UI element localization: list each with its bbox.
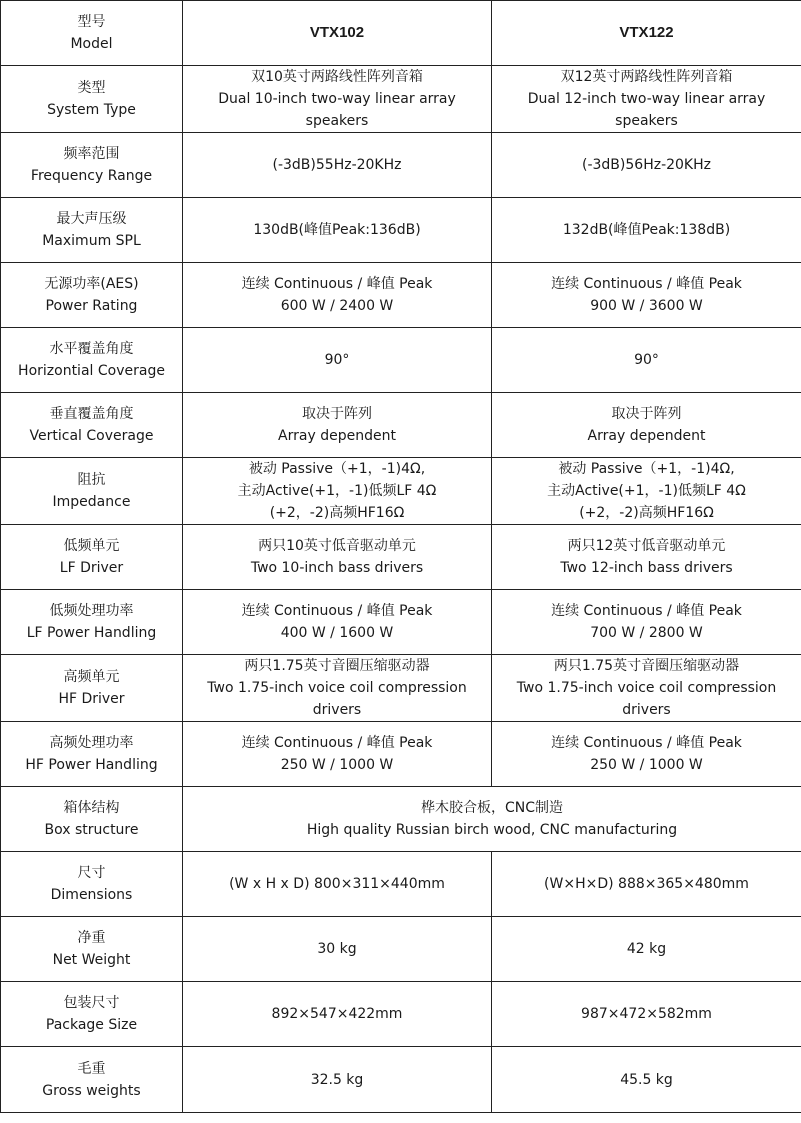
spec-value-a-cell-line: 892×547×422mm (271, 1006, 403, 1022)
spec-label-cell-line: 净重 (77, 930, 106, 946)
spec-value-b-cell (492, 722, 801, 787)
spec-value-b-cell-line: Array dependent (587, 428, 706, 444)
spec-value-b-cell (492, 852, 801, 917)
spec-value-b-cell-line: 连续 Continuous / 峰值 Peak (551, 603, 742, 619)
spec-label-cell-line: Dimensions (50, 887, 133, 903)
spec-label-cell-line: 类型 (77, 80, 106, 96)
spec-label-cell (1, 393, 183, 458)
spec-value-b-cell (492, 133, 801, 198)
spec-value-a-cell (183, 66, 492, 133)
spec-value-b-cell-line: 双12英寸两路线性阵列音箱 (560, 69, 733, 85)
spec-label-cell-line: 高频单元 (63, 669, 120, 685)
spec-row (1, 328, 801, 393)
spec-value-b-cell-line: speakers (615, 113, 678, 129)
spec-value-b-cell-line: 250 W / 1000 W (590, 757, 703, 773)
spec-value-b-cell (492, 393, 801, 458)
spec-value-a-cell-line: 250 W / 1000 W (280, 757, 394, 773)
spec-value-b-cell-line: drivers (622, 702, 671, 718)
spec-value-a-cell-line: 600 W / 2400 W (280, 298, 394, 314)
model-a-cell (183, 1, 492, 66)
spec-value-b-cell-line: 被动 Passive（+1，-1)4Ω, (558, 461, 735, 477)
spec-label-cell (1, 525, 183, 590)
spec-value-b-cell (492, 1047, 801, 1113)
model-b-name: VTX122 (619, 24, 674, 41)
spec-value-a-cell (183, 655, 492, 722)
spec-value-a-cell (183, 1047, 492, 1113)
spec-value-b-cell (492, 198, 801, 263)
spec-value-b-cell-line: 主动Active(+1，-1)低频LF 4Ω (547, 483, 746, 499)
spec-value-a-cell-line: 主动Active(+1，-1)低频LF 4Ω (237, 483, 437, 499)
spec-value-b-cell-line: Dual 12-inch two-way linear array (527, 91, 766, 107)
spec-value-a-cell-line: 两只10英寸低音驱动单元 (258, 538, 416, 554)
spec-label-cell-line: 频率范围 (63, 146, 120, 162)
spec-value-b-cell (492, 590, 801, 655)
spec-value-b-cell (492, 263, 801, 328)
model-label-cn: 型号 (77, 14, 106, 30)
spec-value-a-cell (183, 982, 492, 1047)
spec-label-cell-line: 箱体结构 (63, 800, 120, 816)
spec-label-cell-line: Impedance (52, 494, 131, 510)
spec-value-a-cell (183, 133, 492, 198)
spec-label-cell-line: 低频处理功率 (49, 603, 134, 619)
spec-value-b-cell-line: 42 kg (626, 941, 667, 957)
spec-merged-cell-line: High quality Russian birch wood, CNC manufacturing (306, 822, 678, 838)
spec-label-cell-line: 尺寸 (77, 865, 106, 881)
spec-value-a-cell-line: 400 W / 1600 W (280, 625, 394, 641)
spec-value-b-cell (492, 982, 801, 1047)
spec-value-a-cell-line: 连续 Continuous / 峰值 Peak (241, 603, 433, 619)
spec-label-cell-line: 无源功率(AES) (44, 276, 139, 292)
spec-label-cell-line: 水平覆盖角度 (49, 341, 134, 357)
spec-label-cell-line: Horizontial Coverage (18, 363, 165, 379)
spec-value-b-cell-line: 连续 Continuous / 峰值 Peak (551, 735, 742, 751)
spec-value-a-cell-line: (W x H x D) 800×311×440mm (229, 876, 445, 892)
spec-value-b-cell-line: (W×H×D) 888×365×480mm (544, 876, 749, 892)
spec-row (1, 1047, 801, 1113)
spec-value-b-cell-line: Two 12-inch bass drivers (560, 560, 733, 576)
spec-merged-cell (183, 787, 801, 852)
spec-label-cell (1, 66, 183, 133)
spec-value-a-cell-line: (-3dB)55Hz-20KHz (272, 157, 402, 173)
spec-row (1, 655, 801, 722)
spec-value-b-cell-line: 连续 Continuous / 峰值 Peak (551, 276, 742, 292)
spec-value-a-cell (183, 198, 492, 263)
spec-row (1, 590, 801, 655)
spec-label-cell-line: Net Weight (52, 952, 131, 968)
spec-row (1, 458, 801, 525)
spec-label-cell-line: HF Driver (58, 691, 125, 707)
spec-label-cell-line: Frequency Range (30, 168, 153, 184)
spec-label-cell (1, 982, 183, 1047)
spec-value-a-cell-line: Array dependent (278, 428, 396, 444)
spec-label-cell-line: 高频处理功率 (49, 735, 134, 751)
spec-label-cell-line: Box structure (44, 822, 139, 838)
spec-value-a-cell-line: Two 1.75-inch voice coil compression (207, 680, 467, 696)
spec-label-cell (1, 917, 183, 982)
spec-row (1, 393, 801, 458)
spec-label-cell-line: 垂直覆盖角度 (49, 406, 134, 422)
spec-label-cell-line: Vertical Coverage (29, 428, 154, 444)
spec-label-cell (1, 590, 183, 655)
spec-value-b-cell-line: 700 W / 2800 W (590, 625, 703, 641)
spec-label-cell-line: LF Power Handling (26, 625, 157, 641)
spec-value-a-cell-line: Two 10-inch bass drivers (250, 560, 424, 576)
spec-label-cell-line: 低频单元 (63, 538, 120, 554)
spec-value-a-cell-line: Dual 10-inch two-way linear array (218, 91, 456, 107)
spec-row (1, 198, 801, 263)
spec-label-cell (1, 655, 183, 722)
spec-label-cell (1, 263, 183, 328)
spec-row (1, 263, 801, 328)
spec-label-cell-line: Power Rating (45, 298, 138, 314)
spec-value-a-cell-line: 30 kg (317, 941, 357, 957)
spec-label-cell (1, 458, 183, 525)
model-b-cell (492, 1, 801, 66)
spec-value-a-cell (183, 393, 492, 458)
spec-value-a-cell-line: 双10英寸两路线性阵列音箱 (251, 69, 423, 85)
spec-value-b-cell-line: 900 W / 3600 W (590, 298, 703, 314)
spec-label-cell (1, 787, 183, 852)
spec-value-b-cell-line: (-3dB)56Hz-20KHz (582, 157, 711, 173)
spec-row (1, 852, 801, 917)
spec-label-cell-line: Maximum SPL (42, 233, 141, 249)
spec-row (1, 525, 801, 590)
spec-value-a-cell-line: 130dB(峰值Peak:136dB) (253, 222, 421, 238)
spec-value-a-cell-line: 32.5 kg (310, 1071, 364, 1088)
spec-value-a-cell-line: 两只1.75英寸音圈压缩驱动器 (244, 658, 430, 674)
spec-value-b-cell-line: Two 1.75-inch voice coil compression (516, 680, 777, 696)
spec-merged-cell-line: 桦木胶合板，CNC制造 (420, 800, 564, 816)
spec-value-b-cell-line: (+2，-2)高频HF16Ω (579, 505, 714, 521)
spec-label-cell-line: 最大声压级 (56, 211, 127, 227)
spec-label-cell-line: Gross weights (42, 1082, 141, 1099)
spec-label-cell (1, 328, 183, 393)
spec-value-a-cell (183, 458, 492, 525)
spec-value-a-cell-line: 被动 Passive（+1，-1)4Ω, (248, 461, 426, 477)
spec-value-a-cell-line: drivers (312, 702, 362, 718)
spec-label-cell (1, 133, 183, 198)
spec-value-b-cell (492, 525, 801, 590)
spec-value-a-cell (183, 525, 492, 590)
spec-value-a-cell-line: 取决于阵列 (302, 406, 372, 422)
spec-row (1, 787, 801, 852)
spec-value-b-cell-line: 取决于阵列 (611, 406, 682, 422)
spec-label-cell (1, 1047, 183, 1113)
spec-value-a-cell-line: 连续 Continuous / 峰值 Peak (241, 276, 433, 292)
spec-value-b-cell (492, 655, 801, 722)
spec-value-b-cell-line: 两只12英寸低音驱动单元 (567, 538, 726, 554)
spec-label-cell-line: Package Size (45, 1017, 138, 1033)
spec-label-cell (1, 722, 183, 787)
spec-row (1, 982, 801, 1047)
spec-label-cell-line: System Type (47, 102, 136, 118)
spec-value-b-cell (492, 328, 801, 393)
spec-label-cell (1, 198, 183, 263)
spec-label-cell (1, 852, 183, 917)
spec-label-cell-line: 包装尺寸 (63, 995, 120, 1011)
spec-value-a-cell (183, 722, 492, 787)
spec-value-a-cell (183, 852, 492, 917)
spec-value-a-cell (183, 590, 492, 655)
spec-value-a-cell (183, 263, 492, 328)
spec-value-a-cell-line: 90° (324, 352, 350, 368)
model-label-en: Model (70, 36, 113, 52)
spec-value-a-cell (183, 328, 492, 393)
model-label-cell (1, 1, 183, 66)
spec-value-b-cell-line: 90° (634, 352, 659, 368)
spec-row (1, 133, 801, 198)
spec-value-a-cell-line: (+2，-2)高频HF16Ω (269, 505, 405, 521)
spec-row (1, 66, 801, 133)
spec-row (1, 722, 801, 787)
spec-value-b-cell-line: 987×472×582mm (581, 1006, 712, 1022)
spec-value-b-cell-line: 45.5 kg (620, 1071, 673, 1088)
spec-label-cell-line: 毛重 (77, 1060, 106, 1077)
spec-label-cell-line: LF Driver (59, 560, 124, 576)
model-a-name: VTX102 (309, 24, 365, 41)
spec-value-b-cell-line: 132dB(峰值Peak:138dB) (562, 222, 731, 238)
spec-value-b-cell-line: 两只1.75英寸音圈压缩驱动器 (553, 658, 740, 674)
spec-value-a-cell (183, 917, 492, 982)
header-row (1, 1, 801, 66)
spec-value-a-cell-line: speakers (305, 113, 369, 129)
spec-value-b-cell (492, 66, 801, 133)
spec-value-a-cell-line: 连续 Continuous / 峰值 Peak (241, 735, 433, 751)
spec-table-body (1, 1, 801, 1113)
spec-row (1, 917, 801, 982)
spec-value-b-cell (492, 917, 801, 982)
spec-label-cell-line: 阻抗 (77, 472, 106, 488)
spec-label-cell-line: HF Power Handling (25, 757, 158, 773)
spec-value-b-cell (492, 458, 801, 525)
